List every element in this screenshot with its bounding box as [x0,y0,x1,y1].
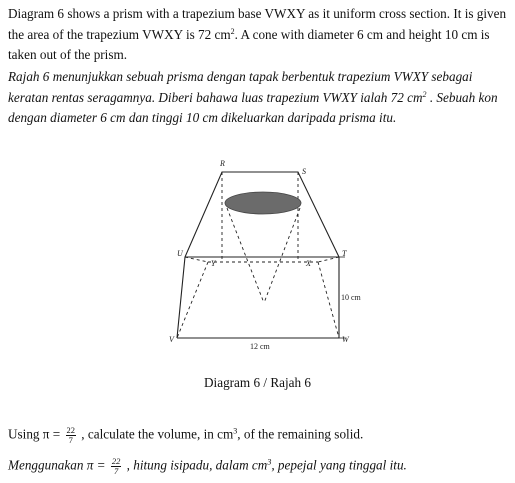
label-S: S [302,167,306,176]
label-U: U [177,249,183,258]
question-en-pre: Using π = [8,426,64,442]
volume-unit-exponent: 3 [233,426,238,436]
label-Y: Y [211,259,216,268]
question-en-post: , of the remaining solid. [237,426,364,442]
question-ms-pre: Menggunakan π = [8,457,109,473]
prism-solid-edges [177,172,339,338]
cone-slant-left [227,208,264,303]
pi-fraction-ms [111,457,122,476]
area-unit-exponent-ms: 2 [422,89,427,99]
label-X: X [306,259,311,268]
cone-slant-right [264,208,300,303]
height-label: 10 cm [341,293,361,302]
label-R: R [220,159,225,168]
problem-text-en-part1: Diagram 6 shows a prism with a trapezium base VWXY as it uniform cross section. It is given the area of the trapezium VWXY is 72 cm [8,6,507,42]
hidden-edge-XW [318,262,339,338]
pi-fraction [66,426,77,445]
hidden-edge-YV [177,262,208,338]
base-length-label: 12 cm [250,342,270,351]
question-malay [8,457,407,476]
pi-numerator-ms: 22 [111,456,121,466]
pi-numerator: 22 [66,425,75,435]
label-T: T [342,249,347,258]
hidden-edge-UY [185,257,208,262]
question-ms-mid: , hitung isipadu, dalam cm [123,457,268,473]
hidden-edges [177,172,339,338]
dimension-ticks [339,257,345,338]
question-en-mid: , calculate the volume, in cm [78,426,234,442]
problem-text-english [8,4,510,66]
pi-denominator: 7 [68,435,73,445]
area-unit-exponent: 2 [230,26,235,36]
pi-denominator-ms: 7 [113,466,119,476]
problem-text-malay [8,67,510,129]
problem-text-ms-part2: . Sebuah kon dengan diameter 6 cm dan tinggi 10 cm dikeluarkan daripada prisma itu. [8,89,498,125]
label-V: V [169,335,174,344]
problem-text-en-part2: . A cone with diameter 6 cm and height 10 cm is taken out of the prism. [8,26,490,62]
volume-unit-exponent-ms: 3 [267,457,272,467]
problem-text-ms-part1: Rajah 6 menunjukkan sebuah prisma dengan tapak berbentuk trapezium VWXY sebagai keratan rentas seragamnya. Diberi bahawa luas trapezium VWXY ialah 72 cm [8,69,473,105]
diagram-caption: Diagram 6 / Rajah 6 [204,375,311,390]
question-english [8,426,363,445]
cone-top-ellipse [225,192,301,214]
label-W: W [342,335,349,344]
hidden-edge-TX [318,257,339,262]
question-ms-post: , pepejal yang tinggal itu. [271,457,407,473]
prism-front-outline [177,172,339,338]
